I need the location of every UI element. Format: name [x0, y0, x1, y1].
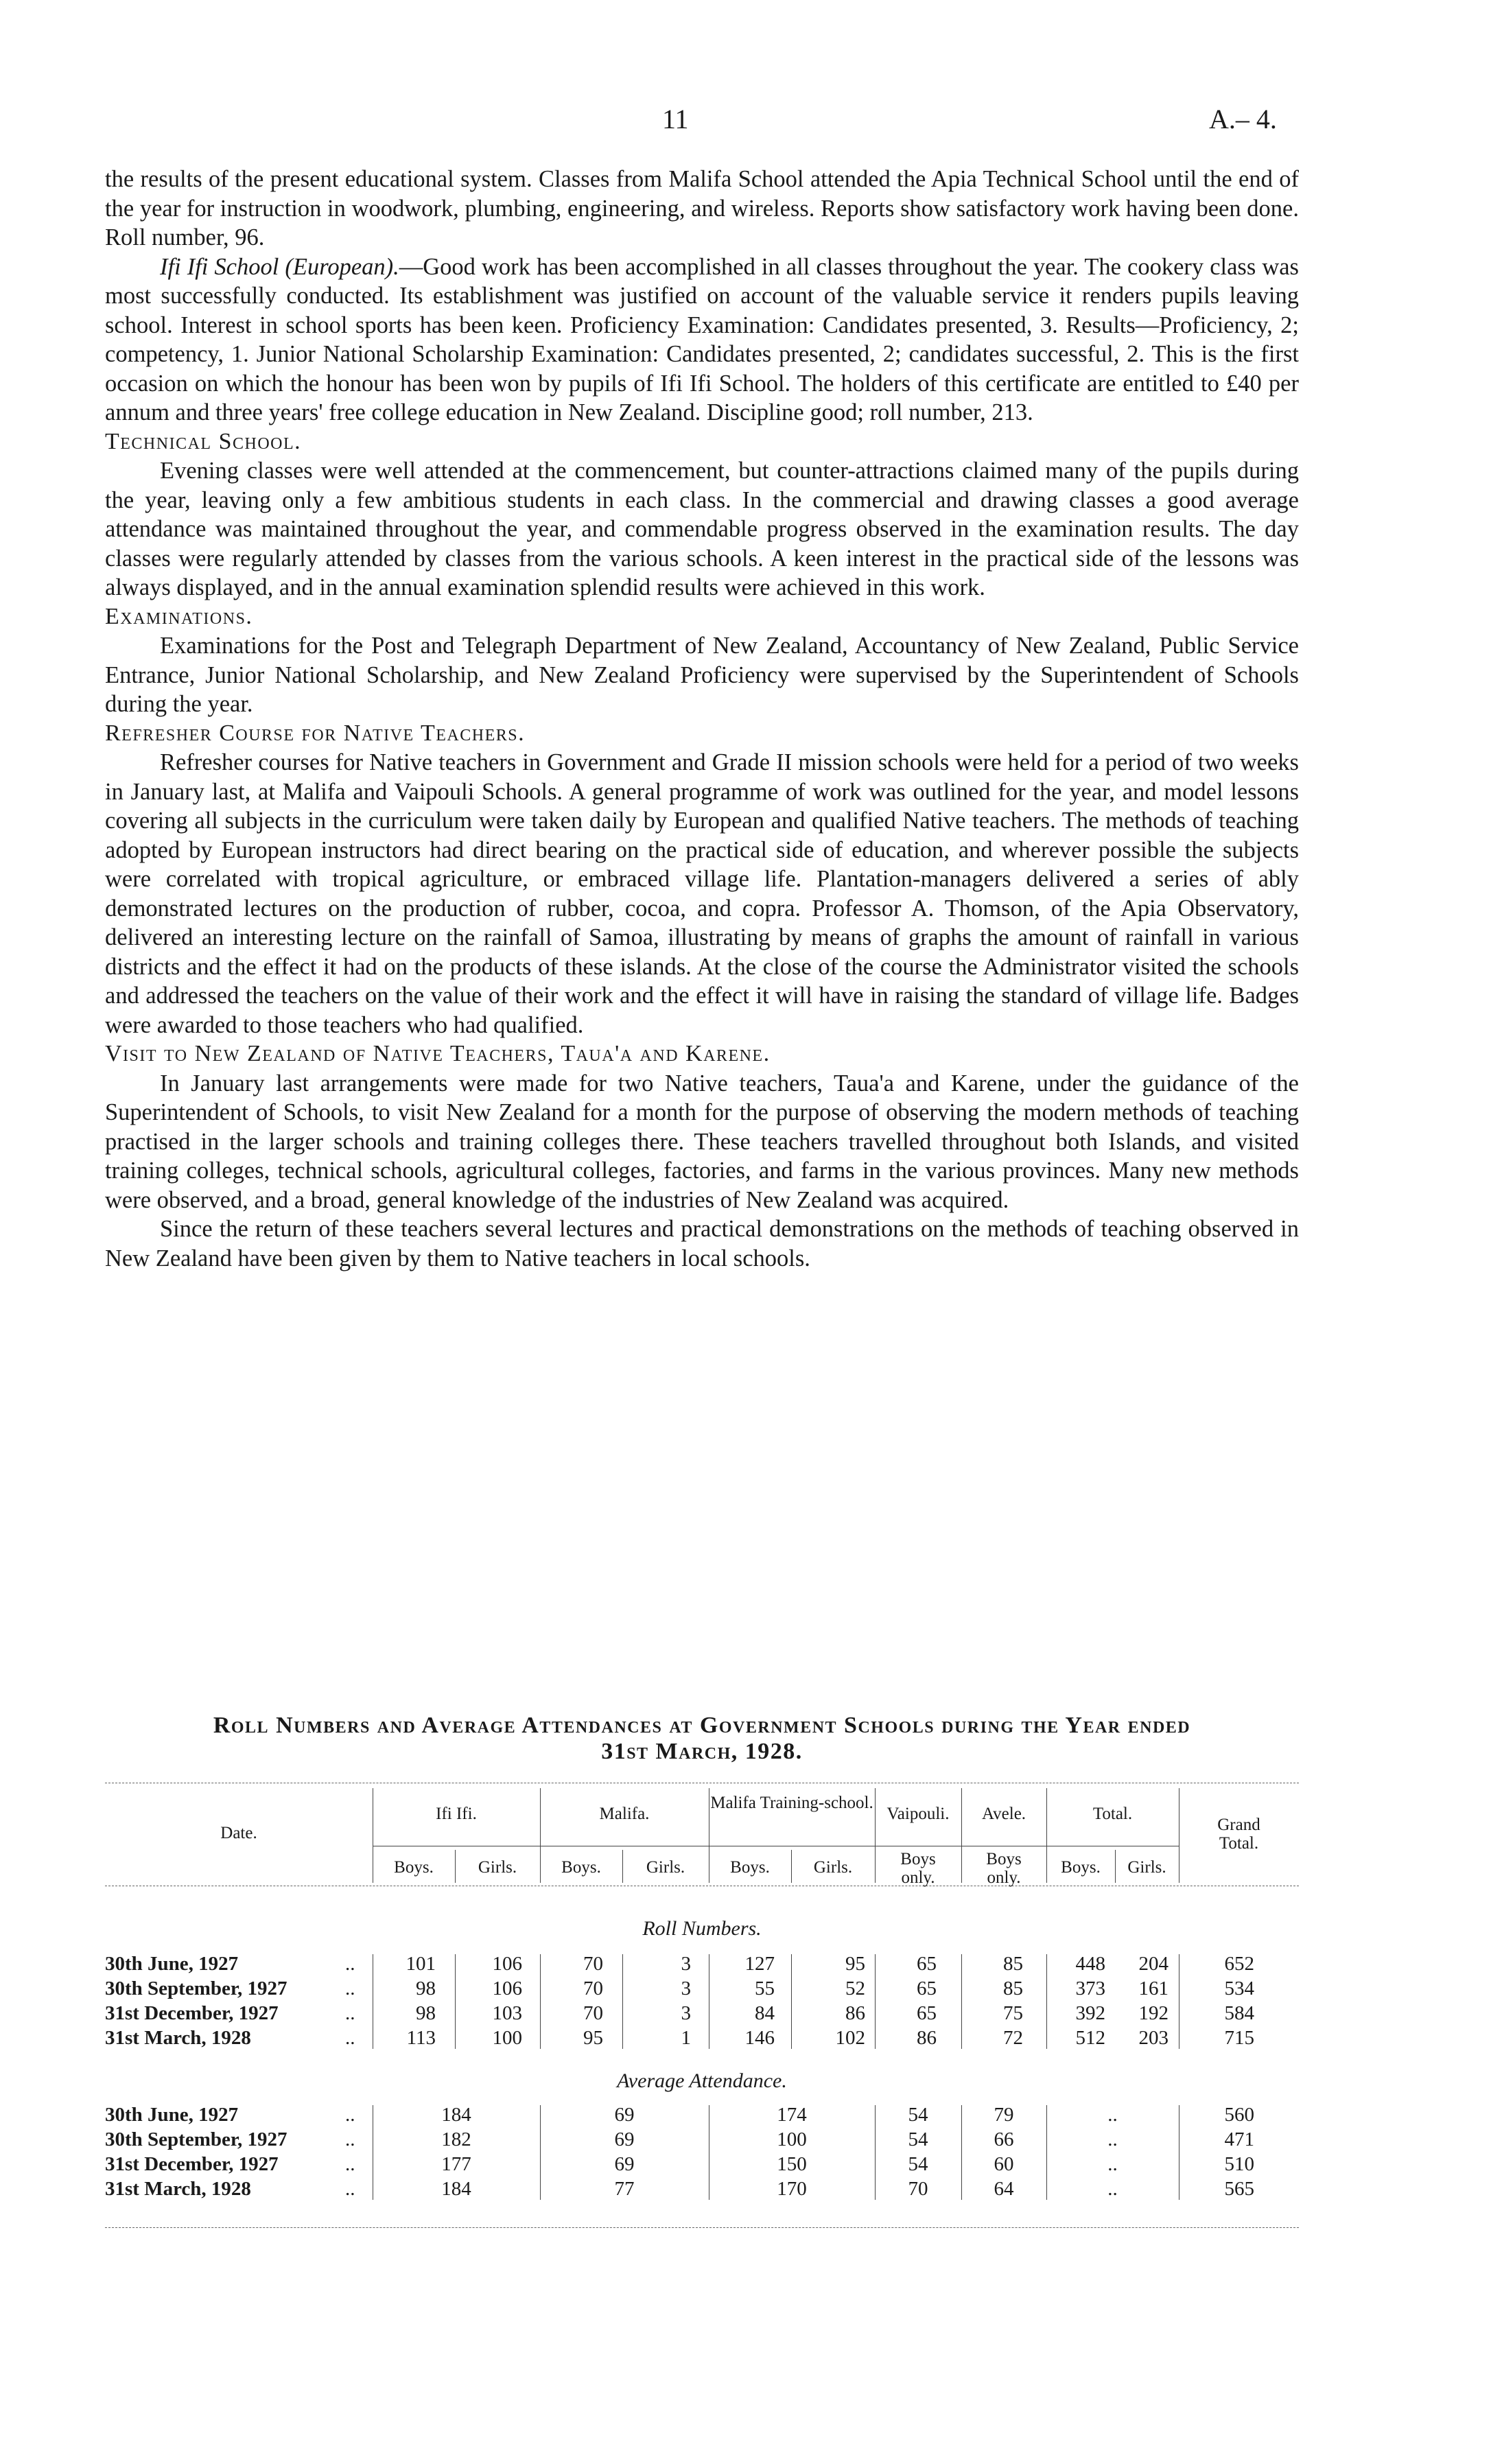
row-date-label: 31st December, 1927 [105, 2002, 279, 2024]
subheader-girls: Girls. [813, 1858, 853, 1877]
table-cell: 60 [994, 2153, 1014, 2175]
table-title [105, 1713, 1299, 1765]
table-cell: 184 [441, 2104, 471, 2126]
table-cell: .. [1107, 2178, 1118, 2200]
table-cell: 3 [681, 2002, 691, 2024]
table-cell: 715 [1224, 2027, 1254, 2049]
table-cell: 150 [777, 2153, 807, 2175]
table-cell: 534 [1224, 1978, 1254, 1999]
row-date-label: 30th September, 1927 [105, 1978, 287, 1999]
row-date-label: 30th June, 1927 [105, 2104, 239, 2126]
table-cell: 86 [845, 2002, 865, 2024]
col-rule [622, 1954, 623, 2049]
table-title-line-2: 31st March, 1928. [601, 1739, 803, 1764]
leader-dots: .. [345, 2002, 355, 2024]
table-cell: 95 [583, 2027, 603, 2049]
table-cell: 101 [406, 1953, 436, 1975]
subheader-boys-only: Boys only. [900, 1850, 936, 1887]
table-cell: .. [1107, 2128, 1118, 2150]
attendance-table [105, 1783, 1299, 2229]
col-rule [791, 1954, 792, 2049]
leader-dots: .. [345, 1953, 355, 1975]
table-cell: 77 [614, 2178, 635, 2200]
subheader-boys: Boys. [1061, 1858, 1101, 1877]
table-cell: 85 [1003, 1953, 1023, 1975]
table-cell: 448 [1075, 1953, 1105, 1975]
col-rule [1046, 2105, 1047, 2200]
subheader-boys: Boys. [730, 1858, 770, 1877]
table-cell: 161 [1138, 1978, 1169, 1999]
col-rule [875, 2105, 876, 2200]
table-cell: 170 [777, 2178, 807, 2200]
table-cell: 177 [441, 2153, 471, 2175]
group-header-avele: Avele. [981, 1805, 1026, 1823]
document-reference: A.– 4. [1209, 104, 1277, 134]
refresher-course-heading: Refresher Course for Native Teachers. [105, 720, 526, 746]
subheader-girls: Girls. [478, 1858, 517, 1877]
group-header-ifi-ifi: Ifi Ifi. [436, 1805, 477, 1823]
table-cell: 75 [1003, 2002, 1023, 2024]
row-date-label: 31st March, 1928 [105, 2027, 251, 2049]
table-cell: 85 [1003, 1978, 1023, 1999]
table-cell: 102 [835, 2027, 865, 2049]
table-cell: 66 [994, 2128, 1014, 2150]
col-rule [455, 1954, 456, 2049]
table-cell: 69 [614, 2104, 635, 2126]
group-header-total: Total. [1092, 1805, 1133, 1823]
table-cell: 510 [1224, 2153, 1254, 2175]
table-cell: 565 [1224, 2178, 1254, 2200]
subheader-boys-only: Boys only. [986, 1850, 1022, 1887]
col-rule [1046, 1954, 1047, 2049]
table-cell: 86 [917, 2027, 937, 2049]
subheader-girls: Girls. [646, 1858, 685, 1877]
table-cell: 70 [583, 2002, 603, 2024]
group-header-vaipouli: Vaipouli. [887, 1805, 950, 1823]
table-cell: 65 [917, 1953, 937, 1975]
table-cell: 84 [755, 2002, 775, 2024]
table-cell: 392 [1075, 2002, 1105, 2024]
table-cell: 127 [744, 1953, 775, 1975]
table-cell: 54 [908, 2128, 928, 2150]
table-cell: 3 [681, 1978, 691, 1999]
table-cell: 69 [614, 2128, 635, 2150]
subheader-boys: Boys. [561, 1858, 601, 1877]
col-rule [540, 2105, 541, 2200]
technical-school-paragraph: Evening classes were well attended at the commencement, but counter-attractions claimed many of the pupils during the year, leaving only a few ambitious students in each class. In the commercial and drawing classes a good average attendance was maintained throughout the year, and commendable progress observed in the examination results. The day classes were regularly attended by classes from the various schools. A keen interest in the practical side of the lessons was always displayed, and in the annual examination splendid results were achieved in this work. [105, 458, 1299, 600]
table-cell: 106 [492, 1953, 522, 1975]
average-attendance-caption: Average Attendance. [617, 2069, 787, 2092]
page-number: 11 [662, 104, 689, 134]
col-rule [961, 1954, 962, 2049]
date-column-header: Date. [220, 1824, 257, 1842]
table-cell: .. [1107, 2104, 1118, 2126]
table-cell: 100 [777, 2128, 807, 2150]
table-cell: 69 [614, 2153, 635, 2175]
table-cell: 373 [1075, 1978, 1105, 1999]
visit-heading: Visit to New Zealand of Native Teachers, Taua'a and Karene. [105, 1041, 771, 1066]
subheader-girls: Girls. [1127, 1858, 1166, 1877]
ifi-ifi-text: —Good work has been accomplished in all classes throughout the year. The cookery class was most successfully conducted. Its establishment was justified on account of the valuable service it renders pupils leaving school. Interest in school sports has been keen. Proficiency Examination: Candidates presented, 3. Results—Proficiency, 2; competency, 1. Junior National Scholarship Examination: Candidates presented, 2; candidates successful, 2. This is the first occasion on which the honour has been won by pupils of Ifi Ifi School. The holders of this certificate are entitled to £40 per annum and three years' free college education in New Zealand. Discipline good; roll number, 213. [105, 253, 1299, 425]
leader-dots: .. [345, 2027, 355, 2049]
table-cell: 52 [845, 1978, 865, 1999]
table-cell: 560 [1224, 2104, 1254, 2126]
document-body [105, 165, 1299, 1273]
table-cell: 103 [492, 2002, 522, 2024]
table-cell: 652 [1224, 1953, 1254, 1975]
row-date-label: 30th September, 1927 [105, 2128, 287, 2150]
leader-dots: .. [345, 2153, 355, 2175]
table-cell: 54 [908, 2104, 928, 2126]
col-rule [875, 1954, 876, 2049]
table-cell: 146 [744, 2027, 775, 2049]
refresher-course-paragraph: Refresher courses for Native teachers in Government and Grade II mission schools were held for a period of two weeks in January last, at Malifa and Vaipouli Schools. A general programme of work was outlined for the year, and model lessons covering all subjects in the curriculum were taken daily by European and qualified Native teachers. The methods of teaching adopted by European instructors had direct bearing on the practical side of education, and wherever possible the subjects were correlated with tropical agriculture, or embraced village life. Plantation-managers delivered a series of ably demonstrated lectures on the production of rubber, cocoa, and copra. Professor A. Thomson, of the Apia Observatory, delivered an interesting lecture on the rainfall of Samoa, illustrating by means of graphs the amount of rainfall in various districts and the effect it had on the products of these islands. At the close of the course the Administrator visited the schools and addressed the teachers on the value of their work and the effect it will have in raising the standard of village life. Badges were awarded to those teachers who had qualified. [105, 749, 1299, 1038]
table-cell: 65 [917, 2002, 937, 2024]
leader-dots: .. [345, 2104, 355, 2126]
subheader-boys: Boys. [394, 1858, 434, 1877]
table-cell: 100 [492, 2027, 522, 2049]
leader-dots: .. [345, 2128, 355, 2150]
table-cell: 72 [1003, 2027, 1023, 2049]
row-date-label: 30th June, 1927 [105, 1953, 239, 1975]
table-cell: 184 [441, 2178, 471, 2200]
table-cell: 98 [416, 1978, 436, 1999]
table-cell: .. [1107, 2153, 1118, 2175]
table-cell: 204 [1138, 1953, 1169, 1975]
row-date-label: 31st March, 1928 [105, 2178, 251, 2200]
page-header [0, 103, 1491, 144]
table-cell: 64 [994, 2178, 1014, 2200]
group-header-malifa-training: Malifa Training-school. [710, 1794, 873, 1812]
table-bottom-rule [105, 2227, 1299, 2228]
table-cell: 192 [1138, 2002, 1169, 2024]
col-rule [961, 2105, 962, 2200]
row-date-label: 31st December, 1927 [105, 2153, 279, 2175]
technical-school-heading: Technical School. [105, 428, 302, 454]
group-header-malifa: Malifa. [599, 1805, 650, 1823]
table-cell: 3 [681, 1953, 691, 1975]
table-cell: 65 [917, 1978, 937, 1999]
roll-numbers-caption: Roll Numbers. [642, 1917, 762, 1940]
table-cell: 70 [908, 2178, 928, 2200]
table-title-line-1: Roll Numbers and Average Attendances at Government Schools during the Year ended [213, 1713, 1191, 1738]
table-cell: 106 [492, 1978, 522, 1999]
col-rule [540, 1954, 541, 2049]
table-cell: 55 [755, 1978, 775, 1999]
leader-dots: .. [345, 2178, 355, 2200]
table-cell: 174 [777, 2104, 807, 2126]
intro-paragraph: the results of the present educational system. Classes from Malifa School attended the Apia Technical School until the end of the year for instruction in woodwork, plumbing, engineering, and wireless. Reports show satisfactory work having been done. Roll number, 96. [105, 166, 1299, 250]
examinations-paragraph: Examinations for the Post and Telegraph Department of New Zealand, Accountancy of New Zealand, Public Service Entrance, Junior National Scholarship, and New Zealand Proficiency were supervised by the Superintendent of Schools during the year. [105, 633, 1299, 717]
visit-paragraph-2: Since the return of these teachers several lectures and practical demonstrations on the methods of teaching observed in New Zealand have been given by them to Native teachers in local schools. [105, 1216, 1299, 1271]
table-cell: 70 [583, 1953, 603, 1975]
grand-total-header: Grand Total. [1217, 1816, 1260, 1853]
ifi-ifi-title: Ifi Ifi School (European). [160, 253, 399, 280]
table-cell: 182 [441, 2128, 471, 2150]
table-cell: 54 [908, 2153, 928, 2175]
table-cell: 1 [681, 2027, 691, 2049]
ifi-ifi-paragraph [105, 253, 1299, 427]
table-cell: 79 [994, 2104, 1014, 2126]
table-cell: 512 [1075, 2027, 1105, 2049]
table-cell: 471 [1224, 2128, 1254, 2150]
leader-dots: .. [345, 1978, 355, 1999]
table-cell: 95 [845, 1953, 865, 1975]
visit-paragraph-1: In January last arrangements were made for two Native teachers, Taua'a and Karene, under the guidance of the Superintendent of Schools, to visit New Zealand for a month for the purpose of observing the modern methods of teaching practised in the larger schools and training colleges there. These teachers travelled throughout both Islands, and visited training colleges, technical schools, agricultural colleges, factories, and farms in the various provinces. Many new methods were observed, and a broad, general knowledge of the industries of New Zealand was acquired. [105, 1070, 1299, 1213]
examinations-heading: Examinations. [105, 603, 253, 629]
table-cell: 584 [1224, 2002, 1254, 2024]
table-cell: 70 [583, 1978, 603, 1999]
table-cell: 98 [416, 2002, 436, 2024]
table-cell: 203 [1138, 2027, 1169, 2049]
table-cell: 113 [406, 2027, 436, 2049]
